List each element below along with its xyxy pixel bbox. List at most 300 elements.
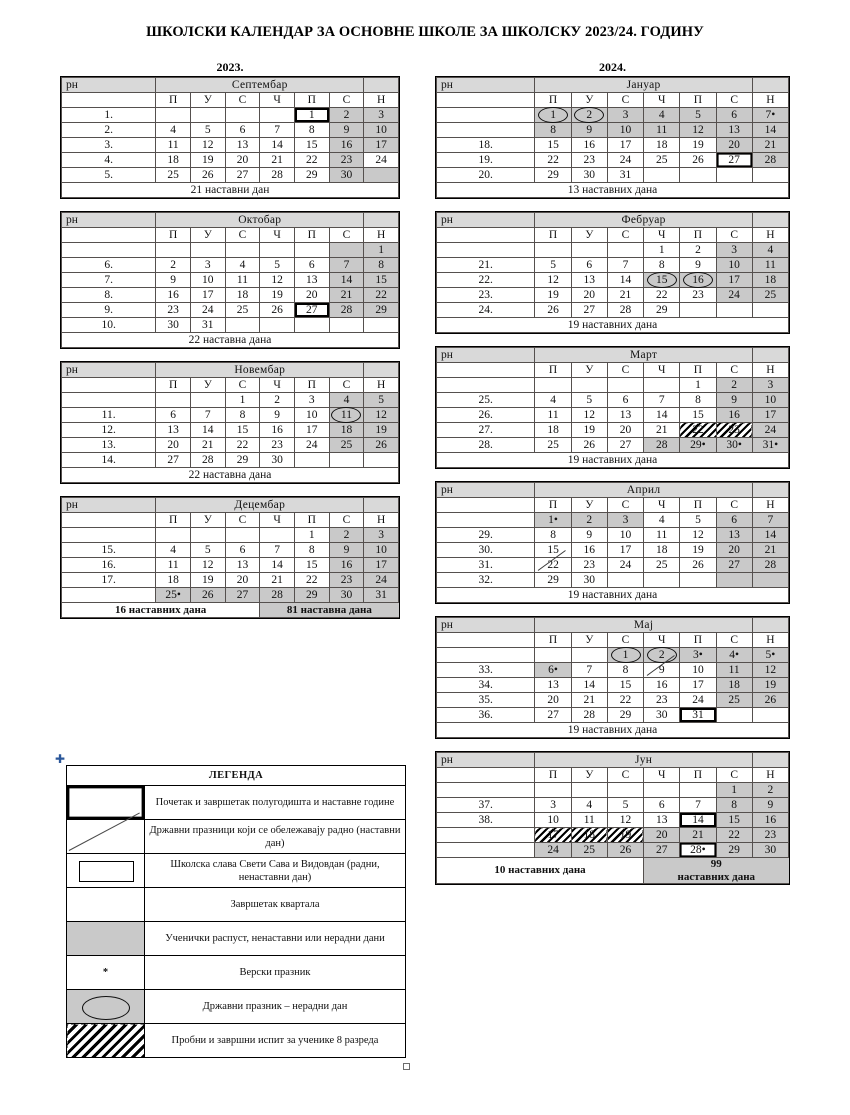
day-cell[interactable]: 14 [607, 273, 643, 288]
day-cell[interactable]: 7• [752, 108, 788, 123]
day-cell[interactable]: 12 [190, 138, 225, 153]
day-cell-empty[interactable] [329, 243, 364, 258]
day-cell[interactable]: 25• [156, 588, 191, 603]
day-cell[interactable]: 27 [607, 438, 643, 453]
day-cell[interactable]: 28 [571, 708, 607, 723]
day-cell-empty[interactable] [156, 528, 191, 543]
day-cell[interactable]: 6 [571, 258, 607, 273]
day-cell[interactable]: 27 [225, 588, 260, 603]
day-cell[interactable]: 25 [571, 843, 607, 858]
day-cell[interactable]: 25 [752, 288, 788, 303]
day-cell[interactable]: 30 [156, 318, 191, 333]
day-cell[interactable]: 13 [716, 528, 752, 543]
day-cell[interactable]: 11 [716, 663, 752, 678]
day-cell-empty[interactable] [225, 108, 260, 123]
day-cell[interactable]: 5 [364, 393, 399, 408]
day-cell[interactable]: 27 [716, 558, 752, 573]
day-cell[interactable]: 17 [607, 543, 643, 558]
day-cell[interactable]: 26 [607, 843, 643, 858]
day-cell[interactable]: 11 [644, 528, 680, 543]
day-cell-empty[interactable] [294, 243, 329, 258]
day-cell[interactable]: 16 [260, 423, 295, 438]
day-cell[interactable]: 29 [294, 588, 329, 603]
day-cell[interactable]: 14 [260, 138, 295, 153]
day-cell[interactable]: 3 [607, 108, 643, 123]
day-cell-empty[interactable] [535, 243, 571, 258]
day-cell[interactable]: 20 [225, 573, 260, 588]
day-cell-empty[interactable] [680, 573, 716, 588]
day-cell[interactable]: 10 [607, 528, 643, 543]
day-cell[interactable]: 19 [752, 678, 788, 693]
day-cell[interactable]: 28 [329, 303, 364, 318]
day-cell[interactable]: 1 [535, 108, 571, 123]
day-cell[interactable]: 19 [607, 828, 643, 843]
day-cell[interactable]: 5 [535, 258, 571, 273]
day-cell[interactable]: 15 [294, 558, 329, 573]
day-cell-empty[interactable] [680, 783, 716, 798]
day-cell[interactable]: 18 [156, 573, 191, 588]
day-cell-empty[interactable] [260, 243, 295, 258]
day-cell[interactable]: 10 [680, 663, 716, 678]
day-cell[interactable]: 16 [680, 273, 716, 288]
day-cell[interactable]: 30 [644, 708, 680, 723]
day-cell-empty[interactable] [190, 108, 225, 123]
day-cell[interactable]: 7 [607, 258, 643, 273]
day-cell-empty[interactable] [260, 528, 295, 543]
day-cell[interactable]: 2 [329, 528, 364, 543]
day-cell[interactable]: 21 [260, 573, 295, 588]
day-cell[interactable]: 10 [364, 123, 399, 138]
day-cell[interactable]: 25 [225, 303, 260, 318]
day-cell[interactable]: 19 [680, 138, 716, 153]
day-cell[interactable]: 15 [680, 408, 716, 423]
day-cell[interactable]: 10 [535, 813, 571, 828]
day-cell[interactable]: 28 [607, 303, 643, 318]
day-cell[interactable]: 12 [260, 273, 295, 288]
day-cell[interactable]: 28 [752, 153, 788, 168]
day-cell[interactable]: 1 [364, 243, 399, 258]
day-cell[interactable]: 23 [680, 288, 716, 303]
day-cell-empty[interactable] [225, 243, 260, 258]
day-cell[interactable]: 7 [680, 798, 716, 813]
day-cell[interactable]: 8 [535, 123, 571, 138]
day-cell-empty[interactable] [364, 168, 399, 183]
day-cell[interactable]: 18 [329, 423, 364, 438]
day-cell[interactable]: 8 [364, 258, 399, 273]
day-cell[interactable]: 24 [716, 288, 752, 303]
day-cell[interactable]: 3 [535, 798, 571, 813]
day-cell-empty[interactable] [535, 648, 571, 663]
day-cell[interactable]: 28 [190, 453, 225, 468]
day-cell[interactable]: 22 [535, 153, 571, 168]
day-cell[interactable]: 13 [716, 123, 752, 138]
day-cell[interactable]: 28 [644, 438, 680, 453]
day-cell[interactable]: 20 [607, 423, 643, 438]
day-cell-empty[interactable] [644, 378, 680, 393]
day-cell[interactable]: 22 [294, 153, 329, 168]
day-cell[interactable]: 8 [644, 258, 680, 273]
day-cell[interactable]: 18 [716, 678, 752, 693]
day-cell[interactable]: 2 [680, 243, 716, 258]
day-cell[interactable]: 3 [364, 108, 399, 123]
day-cell[interactable]: 26 [260, 303, 295, 318]
day-cell[interactable]: 3 [294, 393, 329, 408]
day-cell[interactable]: 9 [329, 123, 364, 138]
day-cell[interactable]: 7 [644, 393, 680, 408]
day-cell[interactable]: 17 [535, 828, 571, 843]
day-cell-empty[interactable] [156, 393, 191, 408]
day-cell[interactable]: 11 [225, 273, 260, 288]
day-cell[interactable]: 6 [716, 513, 752, 528]
day-cell[interactable]: 22 [716, 828, 752, 843]
day-cell[interactable]: 5 [607, 798, 643, 813]
day-cell[interactable]: 11 [156, 558, 191, 573]
day-cell[interactable]: 19 [190, 153, 225, 168]
day-cell[interactable]: 8 [294, 543, 329, 558]
day-cell[interactable]: 21 [260, 153, 295, 168]
day-cell[interactable]: 19 [190, 573, 225, 588]
day-cell[interactable]: 20 [571, 288, 607, 303]
day-cell-empty[interactable] [571, 378, 607, 393]
day-cell[interactable]: 2 [571, 513, 607, 528]
day-cell[interactable]: 9 [680, 258, 716, 273]
day-cell[interactable]: 22 [644, 288, 680, 303]
day-cell-empty[interactable] [571, 648, 607, 663]
day-cell[interactable]: 2 [752, 783, 788, 798]
day-cell-empty[interactable] [644, 573, 680, 588]
day-cell[interactable]: 13 [535, 678, 571, 693]
day-cell[interactable]: 4 [225, 258, 260, 273]
day-cell[interactable]: 27 [225, 168, 260, 183]
day-cell[interactable]: 12 [190, 558, 225, 573]
day-cell[interactable]: 8 [225, 408, 260, 423]
day-cell-empty[interactable] [156, 108, 191, 123]
day-cell[interactable]: 13 [607, 408, 643, 423]
day-cell-empty[interactable] [644, 783, 680, 798]
day-cell[interactable]: 30 [571, 168, 607, 183]
day-cell-empty[interactable] [225, 318, 260, 333]
day-cell[interactable]: 31 [680, 708, 716, 723]
day-cell[interactable]: 17 [680, 678, 716, 693]
move-handle-icon[interactable]: ✚ [54, 752, 66, 766]
day-cell[interactable]: 14 [190, 423, 225, 438]
day-cell[interactable]: 18 [644, 138, 680, 153]
day-cell[interactable]: 9 [571, 528, 607, 543]
day-cell[interactable]: 11 [156, 138, 191, 153]
day-cell[interactable]: 11 [752, 258, 788, 273]
day-cell[interactable]: 14 [680, 813, 716, 828]
day-cell[interactable]: 2 [644, 648, 680, 663]
day-cell[interactable]: 13 [225, 138, 260, 153]
day-cell[interactable]: 19 [535, 288, 571, 303]
day-cell[interactable]: 27 [571, 303, 607, 318]
day-cell-empty[interactable] [260, 318, 295, 333]
day-cell[interactable]: 24 [190, 303, 225, 318]
day-cell[interactable]: 1• [535, 513, 571, 528]
day-cell[interactable]: 25 [156, 168, 191, 183]
day-cell[interactable]: 3 [607, 513, 643, 528]
day-cell[interactable]: 15 [535, 138, 571, 153]
day-cell[interactable]: 23 [329, 153, 364, 168]
day-cell[interactable]: 12 [571, 408, 607, 423]
day-cell[interactable]: 15 [535, 543, 571, 558]
day-cell[interactable]: 6 [644, 798, 680, 813]
day-cell[interactable]: 18 [644, 543, 680, 558]
day-cell[interactable]: 23 [571, 153, 607, 168]
day-cell[interactable]: 6 [225, 123, 260, 138]
day-cell[interactable]: 11 [535, 408, 571, 423]
day-cell-empty[interactable] [190, 243, 225, 258]
day-cell-empty[interactable] [752, 168, 788, 183]
day-cell[interactable]: 29 [364, 303, 399, 318]
day-cell[interactable]: 29 [535, 168, 571, 183]
day-cell[interactable]: 10 [607, 123, 643, 138]
day-cell[interactable]: 29 [644, 303, 680, 318]
day-cell[interactable]: 15 [607, 678, 643, 693]
day-cell[interactable]: 15 [644, 273, 680, 288]
day-cell-empty[interactable] [716, 168, 752, 183]
day-cell-empty[interactable] [156, 243, 191, 258]
day-cell[interactable]: 24 [294, 438, 329, 453]
day-cell[interactable]: 17 [294, 423, 329, 438]
day-cell[interactable]: 8 [535, 528, 571, 543]
day-cell[interactable]: 22 [294, 573, 329, 588]
day-cell[interactable]: 9 [571, 123, 607, 138]
day-cell[interactable]: 4 [571, 798, 607, 813]
day-cell[interactable]: 21 [752, 543, 788, 558]
day-cell-empty[interactable] [607, 243, 643, 258]
day-cell[interactable]: 12 [364, 408, 399, 423]
day-cell[interactable]: 4• [716, 648, 752, 663]
day-cell[interactable]: 18 [535, 423, 571, 438]
day-cell[interactable]: 8 [716, 798, 752, 813]
day-cell[interactable]: 9 [644, 663, 680, 678]
day-cell[interactable]: 17 [364, 138, 399, 153]
day-cell[interactable]: 14 [329, 273, 364, 288]
day-cell[interactable]: 10 [716, 258, 752, 273]
day-cell[interactable]: 20 [716, 543, 752, 558]
day-cell[interactable]: 31 [190, 318, 225, 333]
day-cell[interactable]: 15 [716, 813, 752, 828]
day-cell[interactable]: 23 [156, 303, 191, 318]
day-cell[interactable]: 9 [752, 798, 788, 813]
day-cell-empty[interactable] [680, 168, 716, 183]
day-cell[interactable]: 4 [329, 393, 364, 408]
day-cell[interactable]: 8 [680, 393, 716, 408]
day-cell[interactable]: 6 [294, 258, 329, 273]
day-cell-empty[interactable] [716, 573, 752, 588]
day-cell[interactable]: 12 [680, 528, 716, 543]
day-cell[interactable]: 7 [329, 258, 364, 273]
day-cell[interactable]: 30 [329, 588, 364, 603]
day-cell-empty[interactable] [225, 528, 260, 543]
day-cell[interactable]: 14 [752, 528, 788, 543]
day-cell[interactable]: 25 [716, 693, 752, 708]
day-cell[interactable]: 19 [364, 423, 399, 438]
day-cell-empty[interactable] [294, 318, 329, 333]
day-cell[interactable]: 25 [535, 438, 571, 453]
day-cell[interactable]: 24 [535, 843, 571, 858]
day-cell[interactable]: 23 [644, 693, 680, 708]
day-cell-empty[interactable] [260, 108, 295, 123]
day-cell-empty[interactable] [535, 378, 571, 393]
day-cell[interactable]: 19 [571, 423, 607, 438]
day-cell[interactable]: 24 [680, 693, 716, 708]
day-cell[interactable]: 30 [260, 453, 295, 468]
day-cell[interactable]: 8 [607, 663, 643, 678]
day-cell[interactable]: 4 [156, 543, 191, 558]
day-cell[interactable]: 22 [225, 438, 260, 453]
day-cell[interactable]: 6 [156, 408, 191, 423]
day-cell[interactable]: 30 [571, 573, 607, 588]
day-cell[interactable]: 1 [680, 378, 716, 393]
day-cell[interactable]: 22 [607, 693, 643, 708]
day-cell[interactable]: 28• [680, 843, 716, 858]
day-cell[interactable]: 17 [607, 138, 643, 153]
resize-handle-icon[interactable] [403, 1063, 410, 1070]
day-cell[interactable]: 23 [716, 423, 752, 438]
day-cell[interactable]: 6• [535, 663, 571, 678]
day-cell[interactable]: 22 [364, 288, 399, 303]
day-cell[interactable]: 24 [364, 153, 399, 168]
day-cell[interactable]: 26 [680, 153, 716, 168]
day-cell[interactable]: 28 [260, 588, 295, 603]
day-cell[interactable]: 2 [329, 108, 364, 123]
day-cell[interactable]: 21 [680, 828, 716, 843]
day-cell[interactable]: 25 [644, 153, 680, 168]
day-cell[interactable]: 4 [752, 243, 788, 258]
day-cell[interactable]: 9 [716, 393, 752, 408]
day-cell[interactable]: 26 [571, 438, 607, 453]
day-cell-empty[interactable] [752, 708, 788, 723]
day-cell[interactable]: 4 [535, 393, 571, 408]
day-cell[interactable]: 30 [752, 843, 788, 858]
day-cell[interactable]: 26 [535, 303, 571, 318]
day-cell[interactable]: 7 [260, 543, 295, 558]
day-cell-empty[interactable] [607, 573, 643, 588]
day-cell[interactable]: 7 [260, 123, 295, 138]
day-cell[interactable]: 26 [680, 558, 716, 573]
day-cell[interactable]: 27 [294, 303, 329, 318]
day-cell[interactable]: 28 [260, 168, 295, 183]
day-cell-empty[interactable] [752, 573, 788, 588]
day-cell[interactable]: 7 [752, 513, 788, 528]
day-cell[interactable]: 10 [752, 393, 788, 408]
day-cell[interactable]: 30 [329, 168, 364, 183]
day-cell[interactable]: 19 [680, 543, 716, 558]
day-cell[interactable]: 29 [294, 168, 329, 183]
day-cell[interactable]: 23 [752, 828, 788, 843]
day-cell[interactable]: 24 [364, 573, 399, 588]
day-cell[interactable]: 27 [535, 708, 571, 723]
day-cell-empty[interactable] [329, 318, 364, 333]
day-cell[interactable]: 27 [644, 843, 680, 858]
day-cell[interactable]: 3• [680, 648, 716, 663]
day-cell[interactable]: 24 [607, 558, 643, 573]
day-cell[interactable]: 5 [260, 258, 295, 273]
day-cell[interactable]: 26 [190, 588, 225, 603]
day-cell[interactable]: 4 [644, 513, 680, 528]
day-cell-empty[interactable] [607, 378, 643, 393]
day-cell[interactable]: 21 [607, 288, 643, 303]
day-cell[interactable]: 13 [294, 273, 329, 288]
day-cell[interactable]: 4 [156, 123, 191, 138]
day-cell[interactable]: 31 [607, 168, 643, 183]
day-cell[interactable]: 9 [156, 273, 191, 288]
day-cell[interactable]: 8 [294, 123, 329, 138]
day-cell[interactable]: 14 [644, 408, 680, 423]
day-cell[interactable]: 7 [190, 408, 225, 423]
day-cell[interactable]: 3 [190, 258, 225, 273]
day-cell[interactable]: 6 [716, 108, 752, 123]
day-cell[interactable]: 15 [364, 273, 399, 288]
day-cell[interactable]: 6 [225, 543, 260, 558]
day-cell[interactable]: 25 [644, 558, 680, 573]
day-cell[interactable]: 29 [225, 453, 260, 468]
day-cell[interactable]: 1 [644, 243, 680, 258]
day-cell[interactable]: 28 [752, 558, 788, 573]
day-cell[interactable]: 22 [535, 558, 571, 573]
day-cell[interactable]: 11 [571, 813, 607, 828]
day-cell[interactable]: 20 [644, 828, 680, 843]
day-cell[interactable]: 12 [752, 663, 788, 678]
day-cell[interactable]: 4 [644, 108, 680, 123]
day-cell[interactable]: 31 [364, 588, 399, 603]
day-cell[interactable]: 10 [190, 273, 225, 288]
day-cell[interactable]: 20 [294, 288, 329, 303]
day-cell[interactable]: 5 [190, 123, 225, 138]
day-cell[interactable]: 5 [190, 543, 225, 558]
day-cell[interactable]: 11 [329, 408, 364, 423]
day-cell[interactable]: 16 [571, 138, 607, 153]
day-cell[interactable]: 16 [571, 543, 607, 558]
day-cell-empty[interactable] [364, 453, 399, 468]
day-cell[interactable]: 5• [752, 648, 788, 663]
day-cell[interactable]: 26 [752, 693, 788, 708]
day-cell-empty[interactable] [752, 303, 788, 318]
day-cell[interactable]: 2 [571, 108, 607, 123]
day-cell[interactable]: 3 [752, 378, 788, 393]
day-cell-empty[interactable] [607, 783, 643, 798]
day-cell[interactable]: 13 [571, 273, 607, 288]
day-cell-empty[interactable] [571, 783, 607, 798]
day-cell[interactable]: 14 [260, 558, 295, 573]
day-cell[interactable]: 2 [716, 378, 752, 393]
day-cell[interactable]: 16 [716, 408, 752, 423]
day-cell[interactable]: 25 [329, 438, 364, 453]
day-cell[interactable]: 23 [329, 573, 364, 588]
day-cell[interactable]: 17 [364, 558, 399, 573]
day-cell[interactable]: 7 [571, 663, 607, 678]
day-cell[interactable]: 20 [156, 438, 191, 453]
day-cell[interactable]: 17 [190, 288, 225, 303]
day-cell-empty[interactable] [680, 303, 716, 318]
day-cell[interactable]: 26 [364, 438, 399, 453]
day-cell[interactable]: 29 [716, 843, 752, 858]
day-cell[interactable]: 16 [752, 813, 788, 828]
day-cell-empty[interactable] [716, 303, 752, 318]
day-cell[interactable]: 11 [644, 123, 680, 138]
day-cell[interactable]: 14 [571, 678, 607, 693]
day-cell-empty[interactable] [716, 708, 752, 723]
day-cell[interactable]: 21 [329, 288, 364, 303]
day-cell[interactable]: 24 [607, 153, 643, 168]
day-cell[interactable]: 23 [571, 558, 607, 573]
day-cell[interactable]: 15 [294, 138, 329, 153]
day-cell[interactable]: 5 [571, 393, 607, 408]
day-cell-empty[interactable] [571, 243, 607, 258]
day-cell[interactable]: 16 [329, 558, 364, 573]
